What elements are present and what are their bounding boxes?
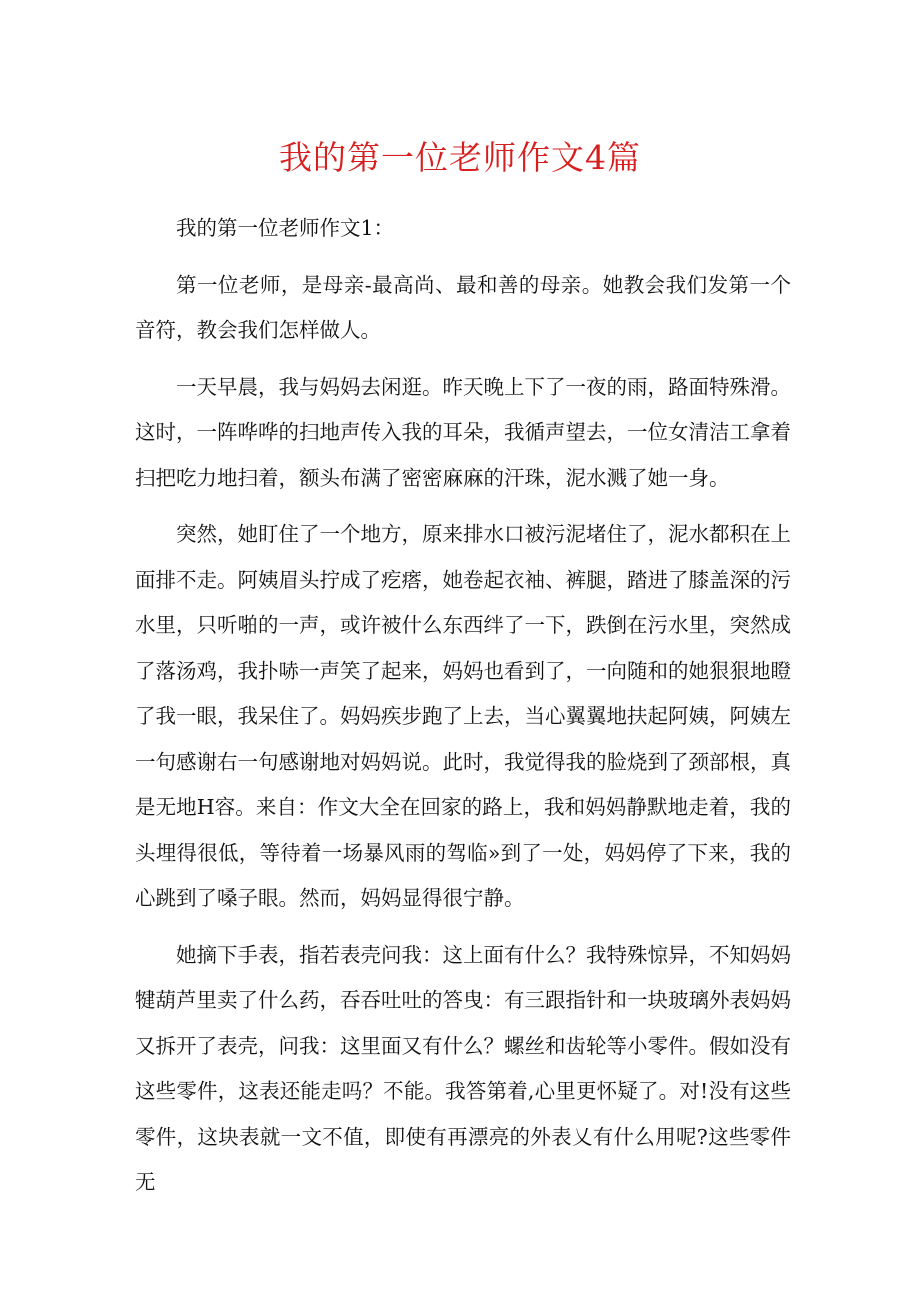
document-body [135,206,791,1217]
paragraph: 突然，她盯住了一个地方，原来排水口被污泥堵住了，泥水都积在上面排不走。阿姨眉头拧成了疙瘩，她卷起衣袖、裤腿，踏进了膝盖深的污水里，只听啪的一声，或许被什么东西绊了一下，跌倒在污水里，突然成了落汤鸡，我扑哧一声笑了起来，妈妈也看到了，一向随和的她狠狠地瞪了我一眼，我呆住了。妈妈疾步跑了上去，当心翼翼地扶起阿姨，阿姨左一句感谢右一句感谢地对妈妈说。此时，我觉得我的脸烧到了颈部根，真是无地H容。来自：作文大全在回家的路上，我和妈妈静默地走着，我的头埋得很低，等待着一场暴风雨的驾临»到了一处，妈妈停了下来，我的心跳到了嗓子眼。然而，妈妈显得很宁静。 [135,522,791,910]
essay-subtitle: 我的第一位老师作文1： [176,216,395,240]
paragraph: 一天早晨，我与妈妈去闲逛。昨天晚上下了一夜的雨，路面特殊滑。这时，一阵哗哗的扫地声传入我的耳朵，我循声望去，一位女清洁工拿着扫把吃力地扫着，额头布满了密密麻麻的汗珠，泥水溅了她一身。 [135,374,791,490]
document-title: 我的第一位老师作文4篇 [279,138,641,177]
paragraph: 第一位老师，是母亲-最高尚、最和善的母亲。她教会我们发第一个音符，教会我们怎样做人。 [135,272,791,342]
paragraph: 她摘下手表，指若表壳问我：这上面有什么？我特殊惊异，不知妈妈犍葫芦里卖了什么药，吞吞吐吐的答曳：有三跟指针和一块玻璃外表妈妈又拆开了表壳，问我：这里面又有什么？螺丝和齿轮等小零件。假如没有这些零件，这表还能走吗？不能。我答第着,心里更怀疑了。对!没有这些零件，这块表就一文不值，即使有再漂亮的外表乂有什么用呢?这些零件无 [135,942,791,1194]
